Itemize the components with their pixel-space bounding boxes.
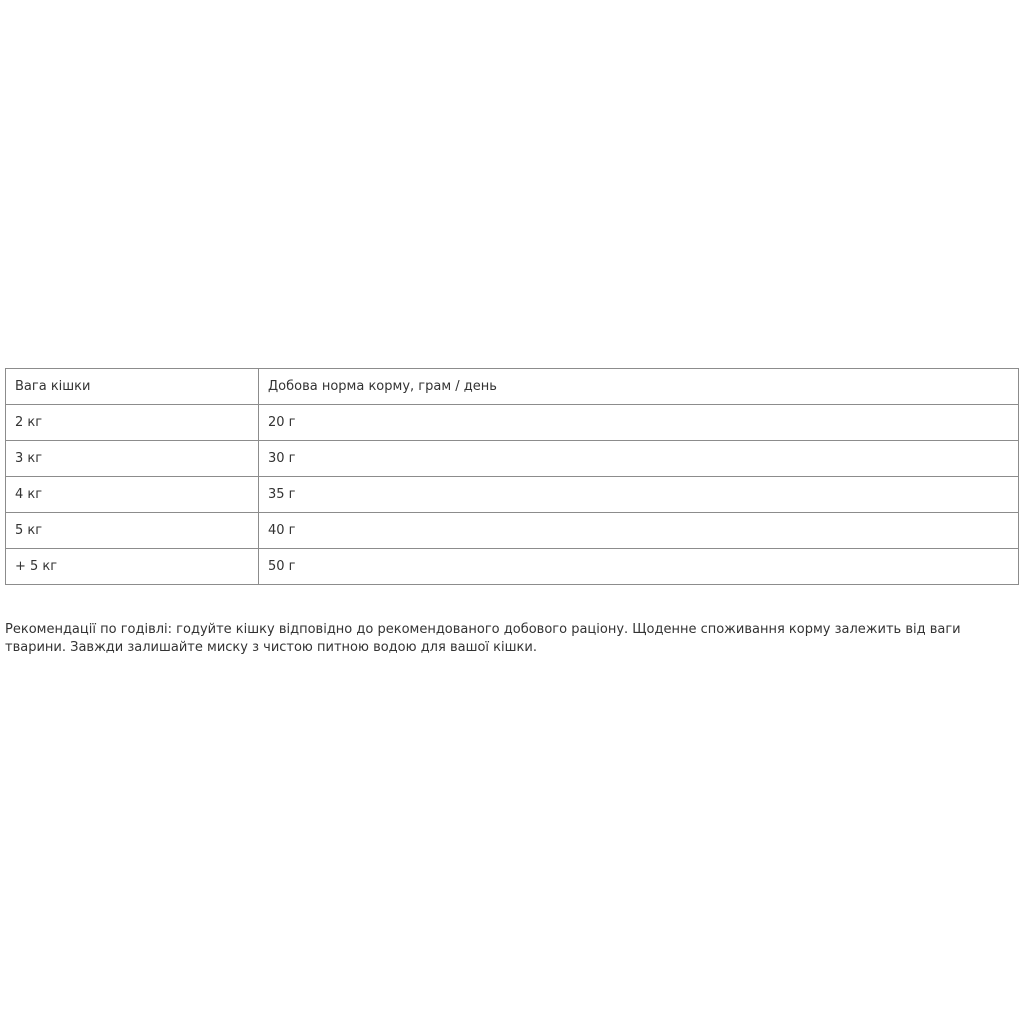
header-weight-cell: Вага кішки <box>6 369 259 405</box>
portion-cell: 50 г <box>259 549 1019 585</box>
table-row <box>6 405 1019 441</box>
weight-cell: 2 кг <box>6 405 259 441</box>
table-row <box>6 441 1019 477</box>
feeding-table <box>5 368 1019 585</box>
weight-cell: 3 кг <box>6 441 259 477</box>
table-row <box>6 513 1019 549</box>
table-row <box>6 549 1019 585</box>
weight-cell: + 5 кг <box>6 549 259 585</box>
portion-cell: 40 г <box>259 513 1019 549</box>
weight-cell: 5 кг <box>6 513 259 549</box>
feeding-recommendation-text: Рекомендації по годівлі: годуйте кішку відповідно до рекомендованого добового раціону. Щоденне споживання корму залежить від ваги тварини. Завжди залишайте миску з чистою питною водою для вашої кішки. <box>5 622 961 655</box>
header-portion-cell: Добова норма корму, грам / день <box>259 369 1019 405</box>
table-row <box>6 477 1019 513</box>
weight-cell: 4 кг <box>6 477 259 513</box>
portion-cell: 20 г <box>259 405 1019 441</box>
table-header-row <box>6 369 1019 405</box>
portion-cell: 35 г <box>259 477 1019 513</box>
portion-cell: 30 г <box>259 441 1019 477</box>
